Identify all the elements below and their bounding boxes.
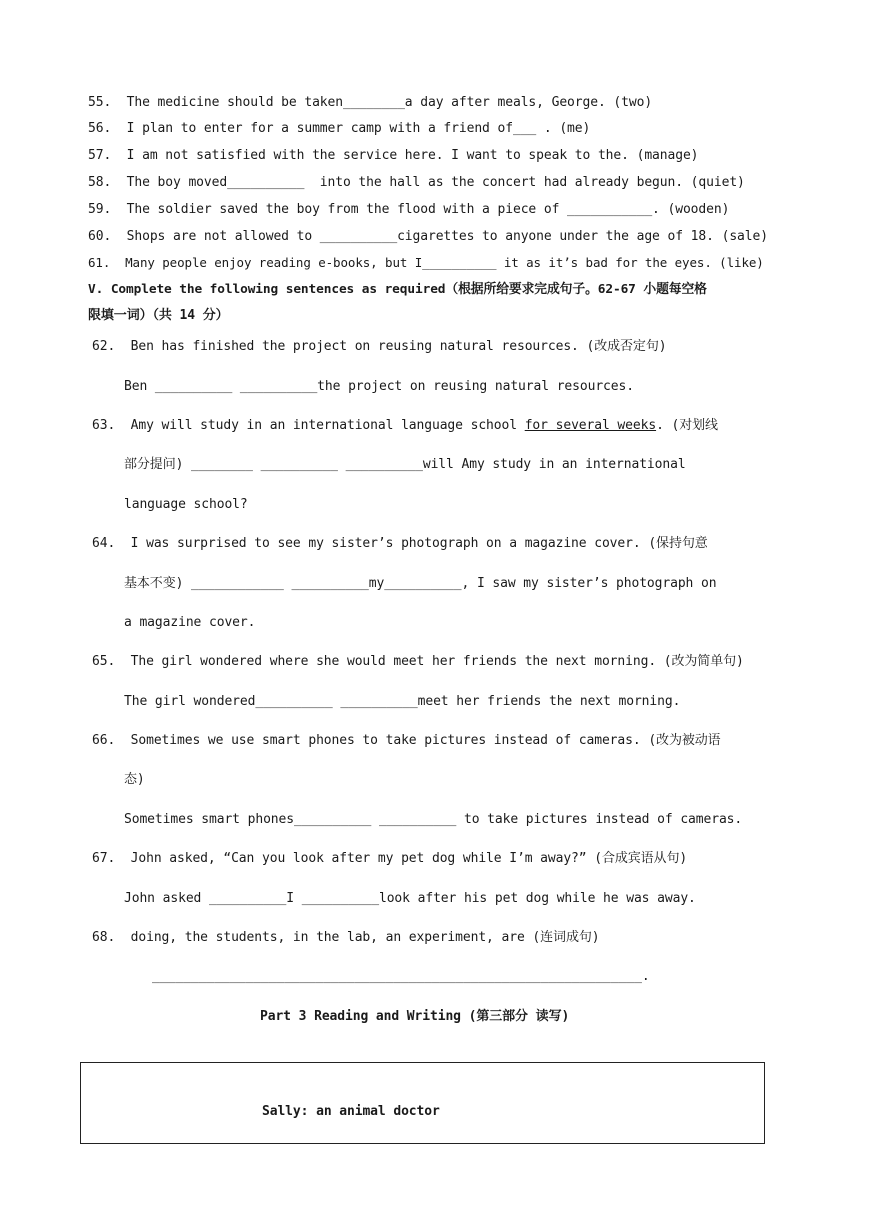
- question-67: 67. John asked, “Can you look after my pet dog while I’m away?” (合成宾语从句): [92, 851, 688, 866]
- question-65-answer-line: The girl wondered__________ __________meet her friends the next morning.: [124, 694, 681, 709]
- question-64-answer-line: 基本不变) ____________ __________my__________, I saw my sister’s photograph on: [124, 576, 717, 591]
- question-66: 66. Sometimes we use smart phones to take pictures instead of cameras. (改为被动语: [92, 733, 721, 748]
- question-66-line2: 态): [124, 772, 145, 787]
- question-63-text: 63. Amy will study in an international language school: [92, 418, 525, 433]
- part3-title: Part 3 Reading and Writing (第三部分 读写): [260, 1009, 570, 1024]
- question-63-answer-line2: language school?: [124, 497, 248, 512]
- question-66-answer-line: Sometimes smart phones__________ __________ to take pictures instead of cameras.: [124, 812, 743, 827]
- question-67-answer-line: John asked __________I __________look after his pet dog while he was away.: [124, 891, 696, 906]
- question-64: 64. I was surprised to see my sister’s photograph on a magazine cover. (保持句意: [92, 536, 708, 551]
- underlined-phrase: for several weeks: [524, 418, 657, 433]
- passage-title: Sally: an animal doctor: [262, 1104, 440, 1119]
- reading-passage-box: [80, 1062, 765, 1144]
- question-62: 62. Ben has finished the project on reusing natural resources. (改成否定句): [92, 339, 667, 354]
- question-68: 68. doing, the students, in the lab, an experiment, are (连词成句): [92, 930, 600, 945]
- question-62-answer-line: Ben __________ __________the project on reusing natural resources.: [124, 379, 634, 394]
- question-68-answer-line: _______________________________________________________________.: [152, 969, 650, 984]
- question-61: 61. Many people enjoy reading e-books, but I__________ it as it’s bad for the eyes. (like): [88, 255, 764, 270]
- question-59: 59. The soldier saved the boy from the flood with a piece of ___________. (wooden): [88, 202, 730, 217]
- question-65: 65. The girl wondered where she would meet her friends the next morning. (改为简单句): [92, 654, 744, 669]
- question-63-instruction: . (对划线: [656, 418, 718, 433]
- question-64-answer-line2: a magazine cover.: [124, 615, 256, 630]
- section-heading-line2: 限填一词）（共 14 分）: [88, 308, 229, 323]
- section-heading-line1: V. Complete the following sentences as required（根据所给要求完成句子。62-67 小题每空格: [88, 282, 707, 297]
- question-57: 57. I am not satisfied with the service here. I want to speak to the. (manage): [88, 148, 699, 163]
- question-55: 55. The medicine should be taken________a day after meals, George. (two): [88, 95, 653, 110]
- question-58: 58. The boy moved__________ into the hall as the concert had already begun. (quiet): [88, 175, 745, 190]
- question-56: 56. I plan to enter for a summer camp with a friend of___ . (me): [88, 121, 591, 136]
- question-60: 60. Shops are not allowed to __________cigarettes to anyone under the age of 18. (sale): [88, 229, 768, 244]
- question-63-answer-line: 部分提问) ________ __________ __________will Amy study in an international: [124, 457, 686, 472]
- question-63: [92, 417, 718, 434]
